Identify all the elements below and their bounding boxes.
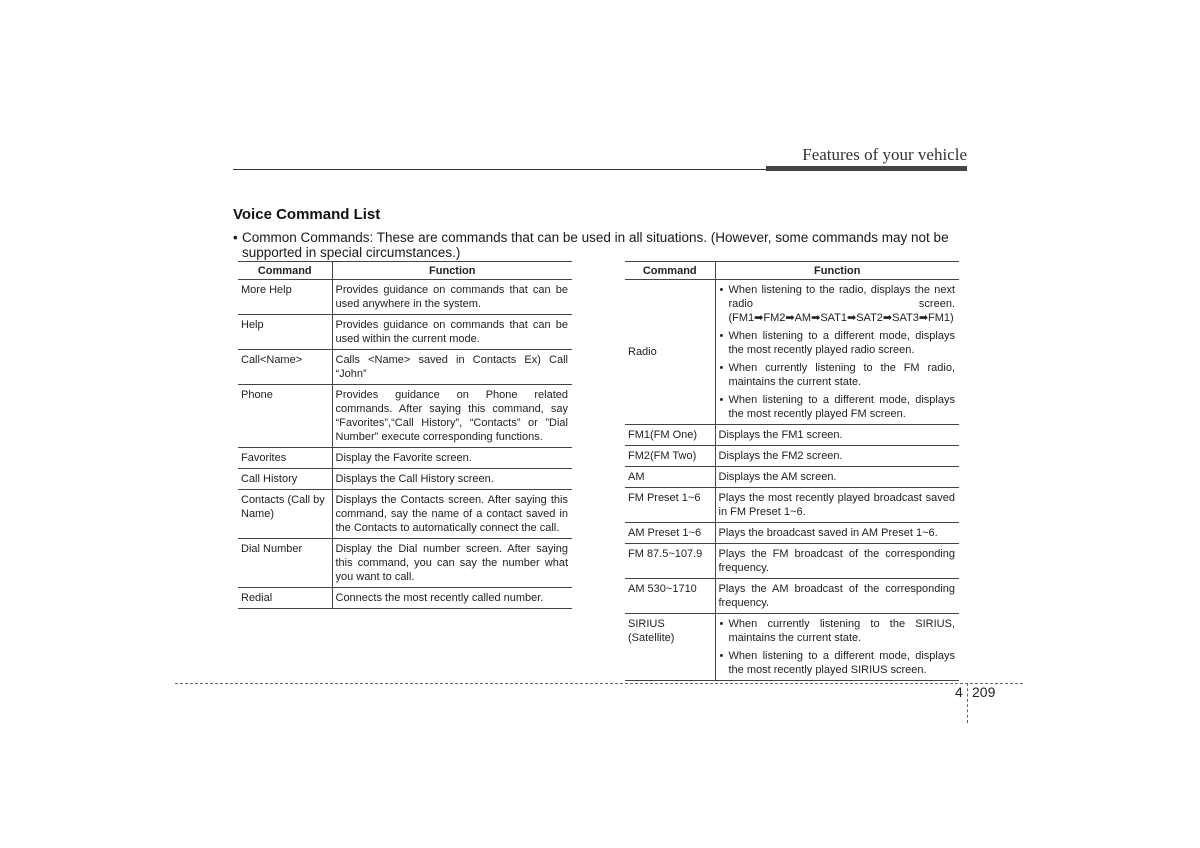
table-row (238, 448, 572, 469)
footer-divider (175, 683, 1023, 684)
table-row (238, 490, 572, 539)
function-cell: Plays the FM broadcast of the corresponding frequency. (715, 544, 959, 579)
command-cell: Favorites (238, 448, 332, 469)
command-cell: SIRIUS (Satellite) (625, 614, 715, 681)
intro-text: Common Commands: These are commands that can be used in all situations. (However, some commands may not be supported in special circumstances.) (242, 230, 949, 260)
function-cell: Displays the FM1 screen. (715, 425, 959, 446)
list-item: • When listening to the radio, displays the next radio screen. (FM1➡FM2➡AM➡SAT1➡SAT2➡SAT3➡FM1) (719, 283, 956, 325)
function-cell: Display the Dial number screen. After saying this command, you can say the number what you want to call. (332, 539, 572, 588)
command-cell: FM Preset 1~6 (625, 488, 715, 523)
table-row (625, 488, 959, 523)
table-row (625, 467, 959, 488)
function-cell (715, 280, 959, 425)
table-row (238, 385, 572, 448)
column-header-command: Command (238, 262, 332, 280)
table-row (238, 315, 572, 350)
header-rule-accent (766, 166, 967, 171)
function-cell: Provides guidance on commands that can be used anywhere in the system. (332, 280, 572, 315)
command-table-right (625, 261, 959, 681)
column-header-command: Command (625, 262, 715, 280)
list-item: • When listening to a different mode, displays the most recently played radio screen. (719, 329, 956, 357)
command-cell: AM (625, 467, 715, 488)
page-number: 209 (972, 684, 996, 700)
column-header-function: Function (332, 262, 572, 280)
table-row (625, 425, 959, 446)
function-cell: Provides guidance on Phone related commands. After saying this command, say “Favorites”,“Call History”, “Contacts” or ”Dial Number” execute corresponding functions. (332, 385, 572, 448)
bullet-icon: • (233, 230, 238, 245)
function-cell: Plays the broadcast saved in AM Preset 1~6. (715, 523, 959, 544)
table-header-row (238, 262, 572, 280)
command-cell: Phone (238, 385, 332, 448)
table-row-radio (625, 280, 959, 425)
list-item: • When currently listening to the SIRIUS, maintains the current state. (719, 617, 956, 645)
command-cell: More Help (238, 280, 332, 315)
function-cell: Plays the AM broadcast of the corresponding frequency. (715, 579, 959, 614)
table-header-row (625, 262, 959, 280)
command-cell: Call History (238, 469, 332, 490)
list-item: • When listening to a different mode, displays the most recently played FM screen. (719, 393, 956, 421)
command-cell: Redial (238, 588, 332, 609)
table-row (238, 280, 572, 315)
table-row (625, 579, 959, 614)
command-cell: FM1(FM One) (625, 425, 715, 446)
table-row (625, 446, 959, 467)
section-title: Voice Command List (233, 206, 381, 223)
command-cell: AM Preset 1~6 (625, 523, 715, 544)
function-cell (715, 614, 959, 681)
bullet-list (719, 283, 956, 421)
intro-paragraph (233, 230, 973, 260)
footer-page-divider (967, 683, 968, 723)
function-cell: Displays the Contacts screen. After saying this command, say the name of a contact saved in the Contacts to automatically connect the call. (332, 490, 572, 539)
list-item: • When currently listening to the FM radio, maintains the current state. (719, 361, 956, 389)
list-item: • When listening to a different mode, displays the most recently played SIRIUS screen. (719, 649, 956, 677)
command-cell: Dial Number (238, 539, 332, 588)
table-row (625, 523, 959, 544)
table-row (238, 350, 572, 385)
function-cell: Displays the FM2 screen. (715, 446, 959, 467)
bullet-list (719, 617, 956, 677)
command-cell: Call<Name> (238, 350, 332, 385)
command-cell: Contacts (Call by Name) (238, 490, 332, 539)
command-table-left (238, 261, 572, 609)
page-header-title: Features of your vehicle (802, 145, 967, 164)
column-header-function: Function (715, 262, 959, 280)
table-row (238, 539, 572, 588)
command-cell: AM 530~1710 (625, 579, 715, 614)
command-cell: Radio (625, 280, 715, 425)
function-cell: Connects the most recently called number. (332, 588, 572, 609)
function-cell: Calls <Name> saved in Contacts Ex) Call “John” (332, 350, 572, 385)
table-row (238, 588, 572, 609)
function-cell: Displays the AM screen. (715, 467, 959, 488)
function-cell: Displays the Call History screen. (332, 469, 572, 490)
function-cell: Provides guidance on commands that can be used within the current mode. (332, 315, 572, 350)
command-cell: FM 87.5~107.9 (625, 544, 715, 579)
function-cell: Display the Favorite screen. (332, 448, 572, 469)
table-row (625, 544, 959, 579)
table-row-sirius (625, 614, 959, 681)
chapter-number: 4 (955, 684, 963, 700)
command-cell: Help (238, 315, 332, 350)
table-row (238, 469, 572, 490)
function-cell: Plays the most recently played broadcast saved in FM Preset 1~6. (715, 488, 959, 523)
command-cell: FM2(FM Two) (625, 446, 715, 467)
